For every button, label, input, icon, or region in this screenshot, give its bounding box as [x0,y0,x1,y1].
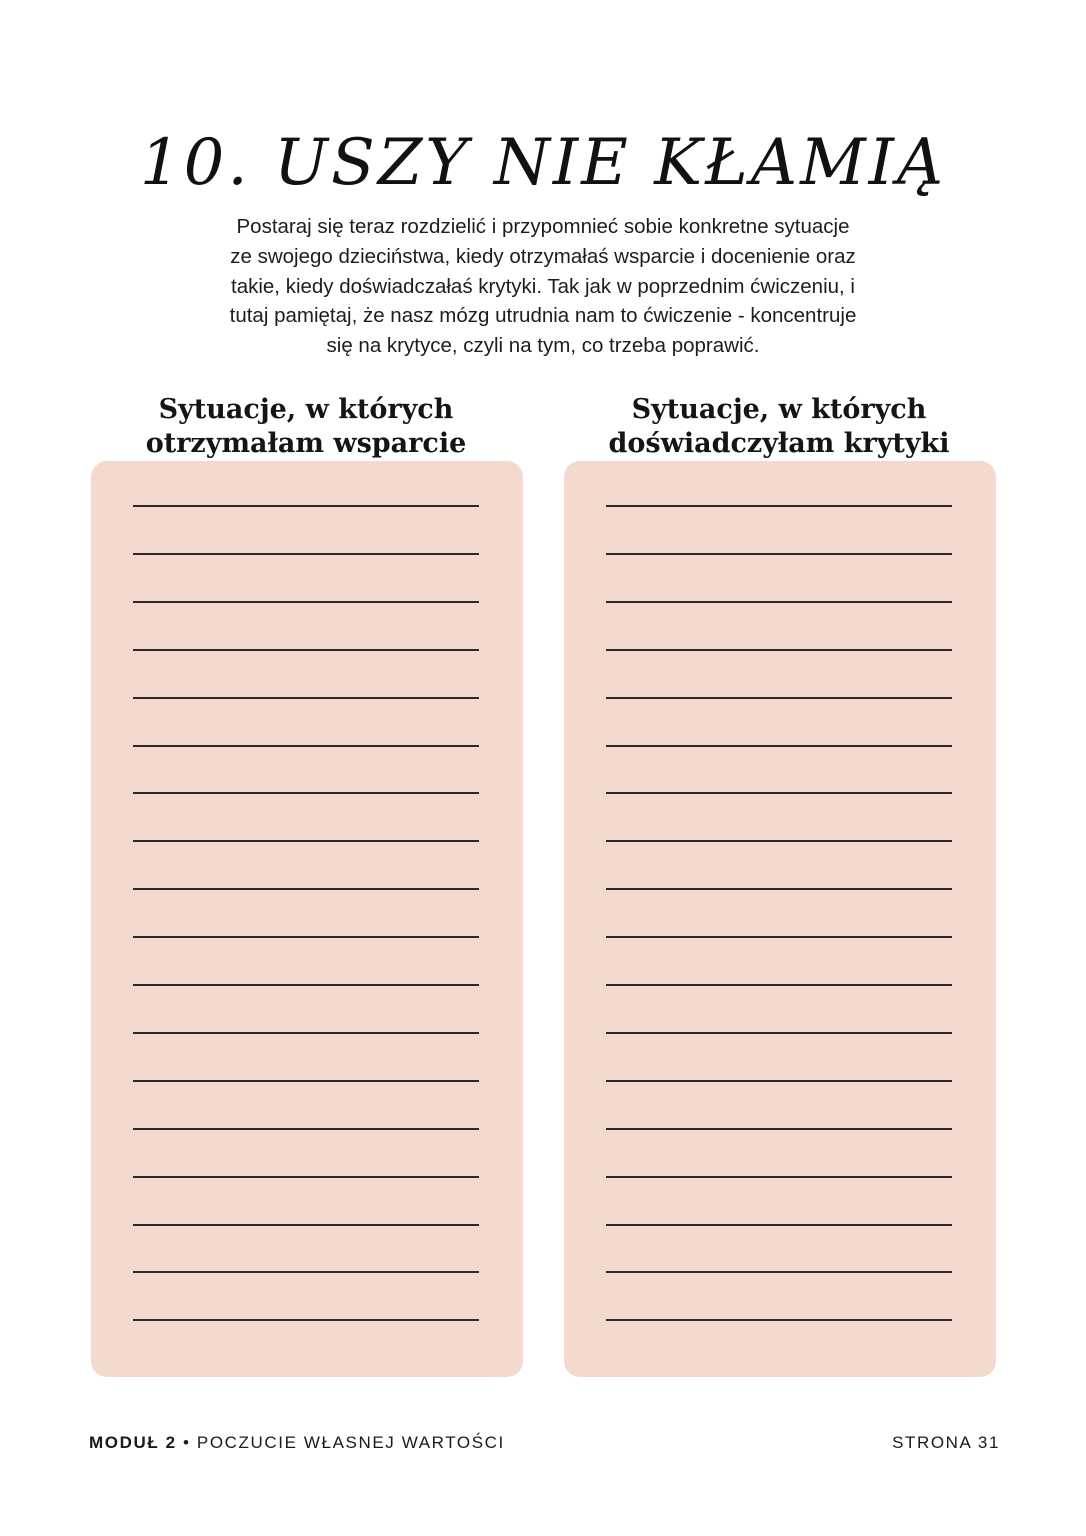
intro-line: Postaraj się teraz rozdzielić i przypomnieć sobie konkretne sytuacje [236,215,850,238]
writing-line[interactable] [133,888,479,890]
heading-line: otrzymałam wsparcie [145,428,467,459]
page-number: STRONA 31 [892,1433,1000,1452]
writing-line[interactable] [606,1224,952,1226]
intro-line: takie, kiedy doświadczałaś krytyki. Tak jak w poprzednim ćwiczeniu, i [231,274,855,298]
module-label: MODUŁ 2 [89,1433,177,1452]
writing-line[interactable] [133,1224,479,1226]
writing-line[interactable] [133,601,479,603]
support-writing-panel[interactable] [91,461,523,1377]
writing-line[interactable] [133,792,479,794]
writing-line[interactable] [133,1080,479,1082]
intro-text [150,212,936,361]
writing-line[interactable] [133,1271,479,1273]
writing-line[interactable] [606,792,952,794]
writing-line[interactable] [606,697,952,699]
intro-line: ze swojego dzieciństwa, kiedy otrzymałaś wsparcie i docenienie oraz [230,244,856,268]
writing-line[interactable] [606,601,952,603]
footer-module [89,1432,505,1454]
writing-line[interactable] [133,505,479,507]
writing-line[interactable] [606,1128,952,1130]
writing-line[interactable] [606,840,952,842]
writing-line[interactable] [133,936,479,938]
writing-line[interactable] [606,1080,952,1082]
heading-line: Sytuacje, w których [631,394,927,425]
writing-line[interactable] [606,1319,952,1321]
writing-line[interactable] [606,745,952,747]
writing-line[interactable] [133,1319,479,1321]
writing-line[interactable] [133,840,479,842]
heading-line: Sytuacje, w których [158,394,454,425]
writing-line[interactable] [133,649,479,651]
intro-line: tutaj pamiętaj, że nasz mózg utrudnia nam to ćwiczenie - koncentruje [229,304,857,328]
writing-line[interactable] [133,745,479,747]
footer-separator: • [183,1433,191,1452]
writing-line[interactable] [606,1271,952,1273]
writing-line[interactable] [606,1176,952,1178]
criticism-column-heading [559,393,999,461]
page-title: 10. USZY NIE KŁAMIĄ [139,126,947,200]
writing-line[interactable] [133,553,479,555]
writing-line[interactable] [606,505,952,507]
writing-line[interactable] [606,1032,952,1034]
heading-line: doświadczyłam krytyki [608,428,950,459]
intro-line: się na krytyce, czyli na tym, co trzeba poprawić. [326,334,760,358]
writing-line[interactable] [133,1176,479,1178]
writing-line[interactable] [606,649,952,651]
writing-line[interactable] [133,984,479,986]
writing-line[interactable] [133,1032,479,1034]
writing-line[interactable] [606,888,952,890]
writing-line[interactable] [606,936,952,938]
support-column-heading [86,393,526,461]
criticism-writing-panel[interactable] [564,461,996,1377]
writing-line[interactable] [606,553,952,555]
writing-line[interactable] [133,697,479,699]
section-label: POCZUCIE WŁASNEJ WARTOŚCI [196,1433,505,1452]
writing-line[interactable] [133,1128,479,1130]
writing-line[interactable] [606,984,952,986]
